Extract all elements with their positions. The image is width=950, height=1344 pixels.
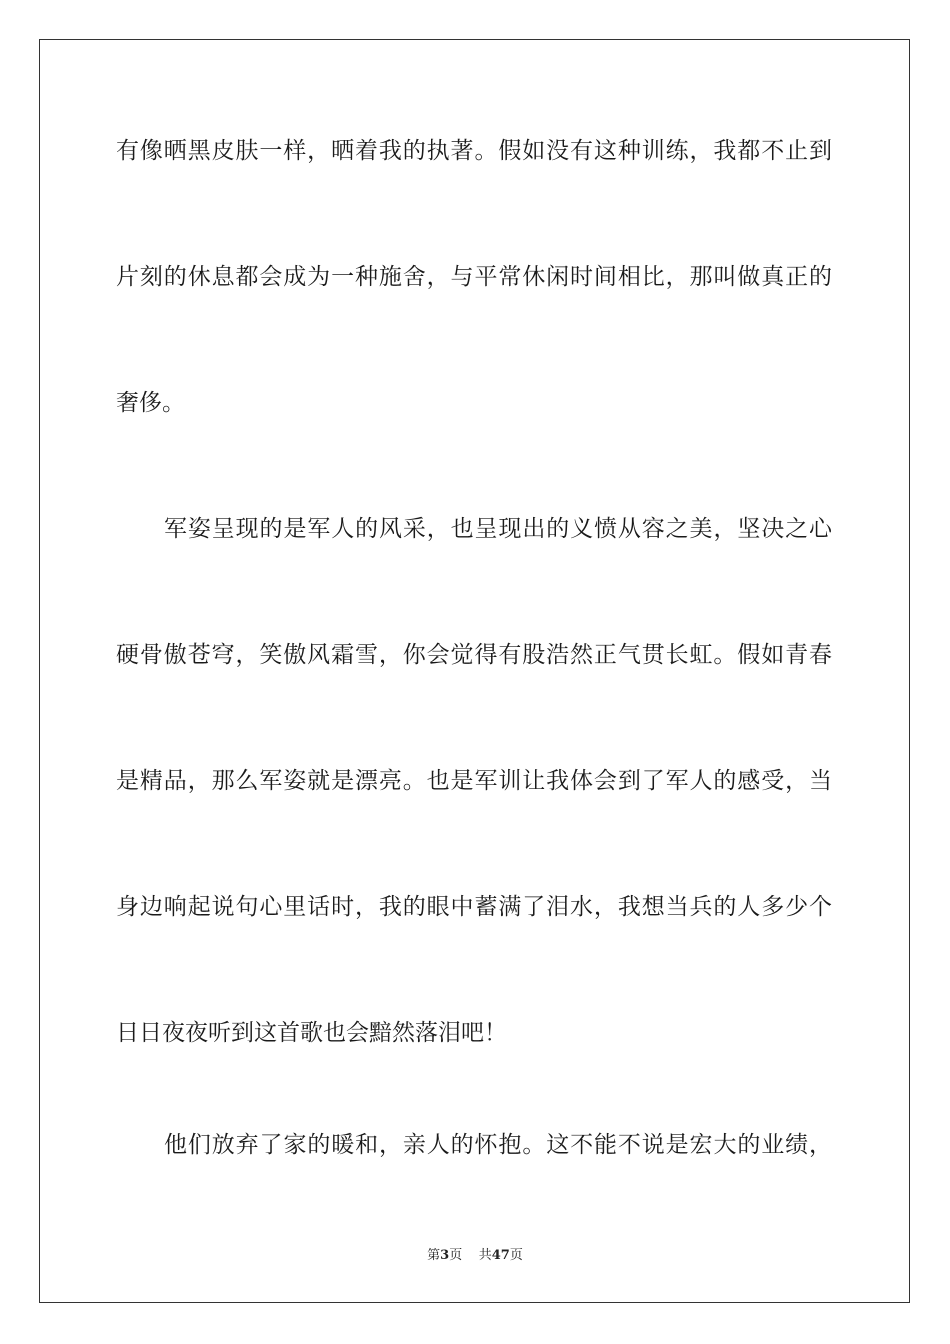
text-line: 硬骨傲苍穹，笑傲风霜雪，你会觉得有股浩然正气贯长虹。假如青春 bbox=[116, 642, 832, 668]
total-prefix: 共 bbox=[478, 1248, 492, 1263]
text-line: 是精品，那么军姿就是漂亮。也是军训让我体会到了军人的感受，当 bbox=[116, 768, 832, 794]
total-pages: 47 bbox=[491, 1248, 510, 1263]
text-line: 奢侈。 bbox=[116, 390, 185, 416]
page-suffix: 页 bbox=[449, 1248, 463, 1263]
page-footer bbox=[0, 1247, 950, 1265]
total-suffix: 页 bbox=[509, 1248, 523, 1263]
paragraph-first-line: 军姿呈现的是军人的风采，也呈现出的义愤从容之美，坚决之心 bbox=[164, 516, 832, 542]
page-number: 3 bbox=[440, 1248, 450, 1263]
text-line: 片刻的休息都会成为一种施舍，与平常休闲时间相比，那叫做真正的 bbox=[116, 264, 832, 290]
text-line: 有像晒黑皮肤一样，晒着我的执著。假如没有这种训练，我都不止到 bbox=[116, 138, 832, 164]
text-line: 日日夜夜听到这首歌也会黯然落泪吧！ bbox=[116, 1020, 507, 1046]
page-prefix: 第 bbox=[427, 1248, 441, 1263]
page-border bbox=[39, 39, 910, 1303]
text-line: 身边响起说句心里话时，我的眼中蓄满了泪水，我想当兵的人多少个 bbox=[116, 894, 832, 920]
paragraph-first-line: 他们放弃了家的暖和，亲人的怀抱。这不能不说是宏大的业绩， bbox=[164, 1132, 832, 1158]
